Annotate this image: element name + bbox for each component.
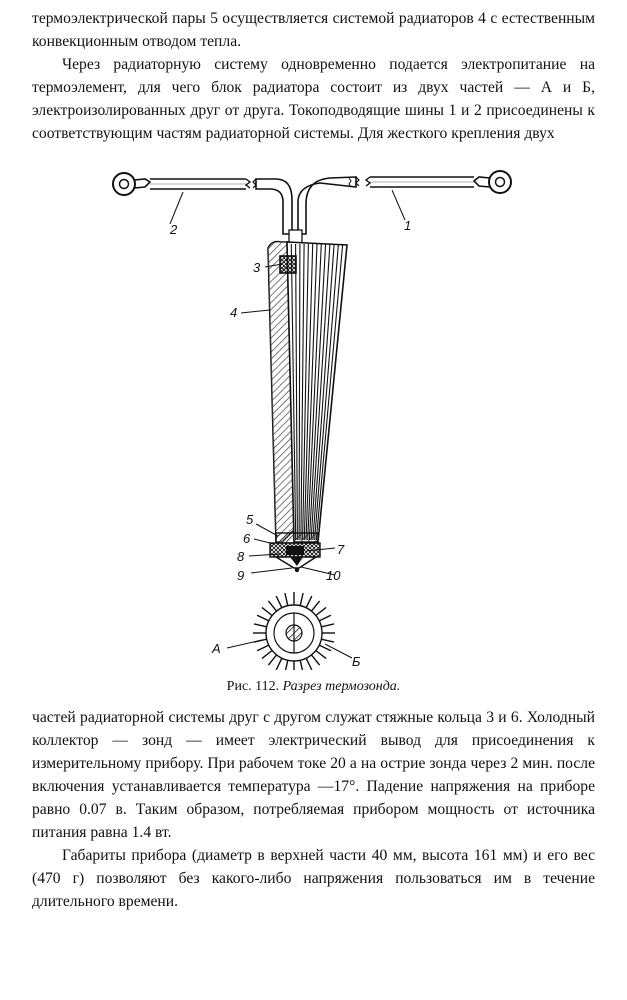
label-3: 3 — [253, 260, 261, 275]
paragraph-description: частей радиаторной системы друг с другом служат стяжные кольца 3 и 6. Холодный коллектор — зонд — имеет электрический вывод для присоединения к измерительному прибору. При рабочем токе 20 а на острие зонда через 2 мин. после включения устанавливается температура —17°. Падение напряжения на приборе равно 0.07 в. Таким образом, потребляемая прибором мощность от источника питания равна 1.4 вт. — [32, 709, 595, 841]
label-6: 6 — [243, 531, 251, 546]
caption-title: Разрез термозонда. — [282, 679, 401, 694]
label-4: 4 — [230, 305, 238, 320]
label-2: 2 — [170, 222, 178, 237]
caption-number: Рис. 112. — [226, 679, 280, 694]
clamp-ring-3 — [280, 256, 296, 273]
paragraph-dimensions: Габариты прибора (диаметр в верхней части 40 мм, высота 161 мм) и его вес (470 г) позволяют без какого-либо напряжения пользоваться им в течение длительного времени. — [32, 847, 595, 910]
thermoprobe-section-figure — [0, 170, 627, 670]
bus-bar-2 — [113, 173, 292, 234]
label-5: 5 — [246, 512, 254, 527]
probe-tip-assembly — [270, 533, 320, 572]
label-1: 1 — [404, 218, 412, 233]
figure-caption — [0, 679, 627, 695]
paragraph-intro: Через радиаторную систему одновременно подается электропитание на термоэлемент, для чего блок радиатора состоит из двух частей — А и Б, электроизолированных друг от друга. Токоподводящие шины 1 и 2 присоединены к соответствующим частям радиаторной системы. Для жесткого крепления двух — [32, 56, 595, 142]
label-8: 8 — [237, 549, 245, 564]
radiator-fins-part-b — [287, 242, 347, 542]
radiator-cross-section — [227, 592, 352, 670]
paragraph-top: термоэлектрической пары 5 осуществляется системой радиаторов 4 с естественным конвекционным отводом тепла. — [32, 10, 595, 50]
probe-tip-point — [295, 568, 299, 572]
label-9: 9 — [237, 568, 245, 583]
label-a: А — [212, 641, 221, 656]
thermocouple-junction — [286, 546, 304, 555]
label-10: 10 — [326, 568, 341, 583]
label-b: Б — [352, 654, 361, 669]
label-7: 7 — [337, 542, 345, 557]
